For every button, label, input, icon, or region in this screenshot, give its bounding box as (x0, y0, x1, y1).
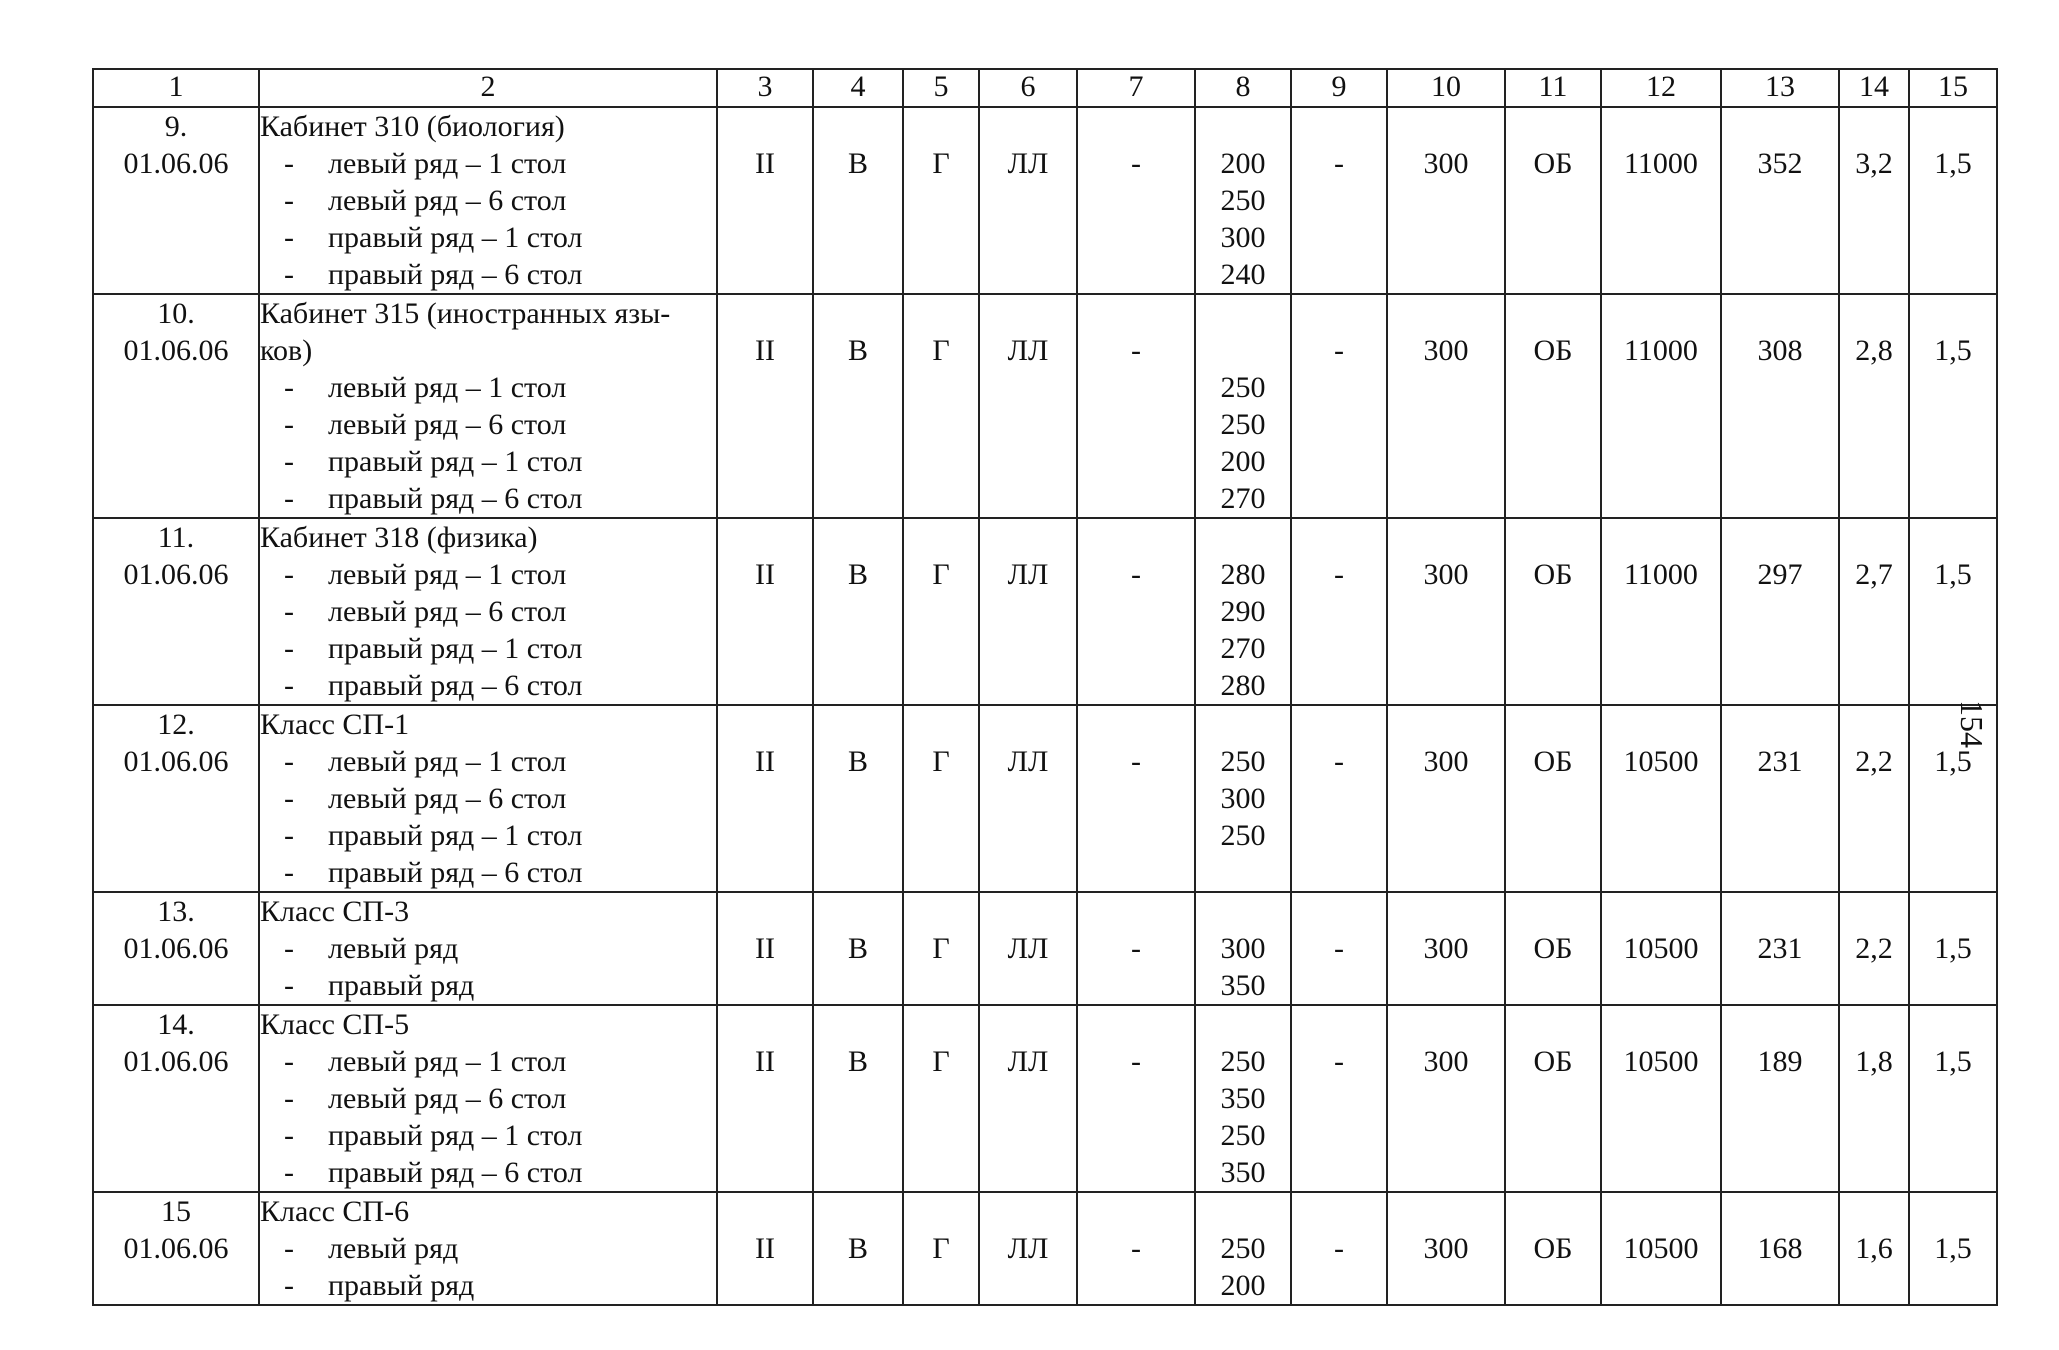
cell-value: II (755, 932, 775, 965)
illuminance-values (1196, 1006, 1290, 1191)
cell-value: 11000 (1624, 558, 1698, 591)
measurement-point: - правый ряд – 1 стол (260, 817, 716, 854)
value-cell-c6 (979, 518, 1077, 705)
illuminance-value: 350 (1220, 969, 1266, 1002)
cell-value: 300 (1423, 932, 1469, 965)
room-title: Класс СП-1 (260, 708, 410, 741)
col-header: 15 (1909, 69, 1997, 107)
value-cell-c3 (717, 705, 813, 892)
header-row (93, 69, 1997, 107)
measurement-point: - левый ряд – 6 стол (260, 1080, 716, 1117)
value-cell-c14 (1839, 1005, 1909, 1192)
value-cell-c14 (1839, 294, 1909, 518)
room-title: Класс СП-5 (260, 1008, 410, 1041)
value-cell-c3 (717, 294, 813, 518)
measurement-point: - правый ряд – 1 стол (260, 630, 716, 667)
cell-value: 300 (1423, 334, 1469, 367)
value-cell-c8 (1195, 1005, 1291, 1192)
measurement-point: - правый ряд – 1 стол (260, 443, 716, 480)
measurement-point: - правый ряд – 1 стол (260, 1117, 716, 1154)
cell-value: 10500 (1623, 1232, 1699, 1265)
value-cell-c5 (903, 518, 979, 705)
cell-value: - (1334, 932, 1344, 965)
cell-value: 168 (1757, 1232, 1803, 1265)
value-cell-c13 (1721, 705, 1839, 892)
illuminance-value: 250 (1220, 745, 1266, 778)
value-cell-c15 (1909, 294, 1997, 518)
value-cell-c3 (717, 1005, 813, 1192)
value-cell-c12 (1601, 1005, 1721, 1192)
value-cell-c4 (813, 705, 903, 892)
cell-value: - (1131, 745, 1141, 778)
value-cell-c15 (1909, 1005, 1997, 1192)
cell-value: В (847, 932, 868, 965)
room-description-cell (259, 1192, 717, 1305)
cell-value: ЛЛ (1007, 1045, 1049, 1078)
value-cell-c14 (1839, 892, 1909, 1005)
col-header: 9 (1291, 69, 1387, 107)
col-header: 6 (979, 69, 1077, 107)
measurement-point: - левый ряд – 1 стол (260, 1043, 716, 1080)
room-title-continued: ков) (260, 334, 313, 367)
value-cell-c9 (1291, 892, 1387, 1005)
value-cell-c5 (903, 294, 979, 518)
value-cell-c3 (717, 892, 813, 1005)
value-cell-c4 (813, 1005, 903, 1192)
cell-value: II (755, 147, 775, 180)
cell-value: 2,7 (1855, 558, 1893, 591)
col-header: 4 (813, 69, 903, 107)
room-title: Класс СП-3 (260, 895, 410, 928)
cell-value: 11000 (1624, 147, 1698, 180)
value-cell-c13 (1721, 294, 1839, 518)
cell-value: 1,5 (1934, 932, 1972, 965)
value-cell-c3 (717, 107, 813, 294)
illuminance-value: 350 (1220, 1082, 1266, 1115)
row-date: 01.06.06 (123, 1232, 229, 1265)
value-cell-c11 (1505, 518, 1601, 705)
value-cell-c14 (1839, 1192, 1909, 1305)
value-cell-c7 (1077, 892, 1195, 1005)
table-row (93, 1005, 1997, 1192)
row-number-cell (93, 107, 259, 294)
value-cell-c7 (1077, 294, 1195, 518)
cell-value: 1,5 (1934, 1232, 1972, 1265)
value-cell-c4 (813, 107, 903, 294)
cell-value: 308 (1757, 334, 1803, 367)
measurement-point: - левый ряд – 6 стол (260, 593, 716, 630)
cell-value: 1,5 (1934, 745, 1972, 778)
value-cell-c7 (1077, 705, 1195, 892)
cell-value: В (847, 558, 868, 591)
measurement-point: - правый ряд (260, 967, 716, 1004)
row-date: 01.06.06 (123, 1045, 229, 1078)
value-cell-c10 (1387, 518, 1505, 705)
cell-value: Г (932, 334, 950, 367)
cell-value: - (1131, 1232, 1141, 1265)
row-date: 01.06.06 (123, 932, 229, 965)
value-cell-c11 (1505, 294, 1601, 518)
cell-value: ОБ (1533, 1232, 1573, 1265)
cell-value: Г (932, 558, 950, 591)
illuminance-value: 270 (1220, 632, 1266, 665)
cell-value: 1,5 (1934, 147, 1972, 180)
cell-value: ЛЛ (1007, 745, 1049, 778)
value-cell-c9 (1291, 1192, 1387, 1305)
cell-value: II (755, 1232, 775, 1265)
value-cell-c4 (813, 518, 903, 705)
value-cell-c15 (1909, 518, 1997, 705)
illuminance-value: 200 (1220, 445, 1266, 478)
cell-value: 1,5 (1934, 1045, 1972, 1078)
cell-value: Г (932, 932, 950, 965)
cell-value: Г (932, 147, 950, 180)
illuminance-values (1196, 295, 1290, 517)
illuminance-value: 300 (1220, 932, 1266, 965)
cell-value: 2,8 (1855, 334, 1893, 367)
measurement-table (92, 68, 1998, 1306)
row-number: 15 (161, 1195, 191, 1228)
value-cell-c8 (1195, 107, 1291, 294)
value-cell-c5 (903, 107, 979, 294)
value-cell-c8 (1195, 294, 1291, 518)
row-number-cell (93, 892, 259, 1005)
table-row (93, 1192, 1997, 1305)
measurement-point: - правый ряд – 6 стол (260, 480, 716, 517)
illuminance-value: 250 (1220, 371, 1266, 404)
cell-value: ЛЛ (1007, 147, 1049, 180)
value-cell-c5 (903, 705, 979, 892)
cell-value: ОБ (1533, 334, 1573, 367)
illuminance-value: 300 (1220, 782, 1266, 815)
value-cell-c8 (1195, 705, 1291, 892)
illuminance-value: 240 (1220, 258, 1266, 291)
value-cell-c10 (1387, 1005, 1505, 1192)
value-cell-c9 (1291, 705, 1387, 892)
illuminance-value: 250 (1220, 184, 1266, 217)
value-cell-c13 (1721, 1005, 1839, 1192)
table-row (93, 294, 1997, 518)
measurement-point: - правый ряд – 6 стол (260, 667, 716, 704)
table-row (93, 518, 1997, 705)
cell-value: - (1334, 558, 1344, 591)
cell-value: В (847, 1045, 868, 1078)
value-cell-c7 (1077, 107, 1195, 294)
illuminance-value: 270 (1220, 482, 1266, 515)
value-cell-c5 (903, 1005, 979, 1192)
row-number-cell (93, 1005, 259, 1192)
cell-value: Г (932, 745, 950, 778)
value-cell-c14 (1839, 518, 1909, 705)
value-cell-c6 (979, 1192, 1077, 1305)
illuminance-value: 250 (1220, 1119, 1266, 1152)
cell-value: ОБ (1533, 745, 1573, 778)
cell-value: 300 (1423, 558, 1469, 591)
value-cell-c10 (1387, 107, 1505, 294)
illuminance-values (1196, 706, 1290, 854)
cell-value: - (1131, 334, 1141, 367)
value-cell-c11 (1505, 1192, 1601, 1305)
value-cell-c12 (1601, 705, 1721, 892)
value-cell-c7 (1077, 1192, 1195, 1305)
room-description-cell (259, 892, 717, 1005)
cell-value: 300 (1423, 1232, 1469, 1265)
cell-value: 189 (1757, 1045, 1803, 1078)
table-row (93, 892, 1997, 1005)
cell-value: ЛЛ (1007, 932, 1049, 965)
cell-value: II (755, 745, 775, 778)
room-description-cell (259, 1005, 717, 1192)
value-cell-c9 (1291, 294, 1387, 518)
illuminance-value: 350 (1220, 1156, 1266, 1189)
cell-value: 2,2 (1855, 745, 1893, 778)
col-header: 5 (903, 69, 979, 107)
cell-value: ОБ (1533, 558, 1573, 591)
value-cell-c9 (1291, 518, 1387, 705)
row-number-cell (93, 1192, 259, 1305)
cell-value: 2,2 (1855, 932, 1893, 965)
illuminance-values (1196, 519, 1290, 704)
room-title: Класс СП-6 (260, 1195, 410, 1228)
col-header: 8 (1195, 69, 1291, 107)
illuminance-value: 200 (1220, 1269, 1266, 1302)
table-row (93, 107, 1997, 294)
value-cell-c15 (1909, 1192, 1997, 1305)
room-description-cell (259, 107, 717, 294)
value-cell-c6 (979, 107, 1077, 294)
cell-value: II (755, 334, 775, 367)
cell-value: 3,2 (1855, 147, 1893, 180)
cell-value: - (1131, 147, 1141, 180)
cell-value: ОБ (1533, 1045, 1573, 1078)
cell-value: 297 (1757, 558, 1803, 591)
illuminance-values (1196, 1193, 1290, 1304)
illuminance-value: 290 (1220, 595, 1266, 628)
cell-value: - (1131, 1045, 1141, 1078)
cell-value: 300 (1423, 147, 1469, 180)
value-cell-c9 (1291, 1005, 1387, 1192)
cell-value: 231 (1757, 745, 1803, 778)
value-cell-c7 (1077, 1005, 1195, 1192)
value-cell-c5 (903, 892, 979, 1005)
row-number: 13. (157, 895, 195, 928)
cell-value: 1,5 (1934, 558, 1972, 591)
cell-value: - (1334, 334, 1344, 367)
illuminance-values (1196, 893, 1290, 1004)
col-header: 2 (259, 69, 717, 107)
room-title: Кабинет 315 (иностранных язы- (260, 297, 671, 330)
col-header: 11 (1505, 69, 1601, 107)
col-header: 1 (93, 69, 259, 107)
value-cell-c12 (1601, 518, 1721, 705)
row-number: 14. (157, 1008, 195, 1041)
value-cell-c13 (1721, 518, 1839, 705)
value-cell-c12 (1601, 107, 1721, 294)
value-cell-c4 (813, 294, 903, 518)
room-title: Кабинет 318 (физика) (260, 521, 538, 554)
illuminance-value: 200 (1220, 147, 1266, 180)
cell-value: 1,5 (1934, 334, 1972, 367)
value-cell-c11 (1505, 107, 1601, 294)
cell-value: ОБ (1533, 932, 1573, 965)
row-number-cell (93, 705, 259, 892)
measurement-point: - левый ряд – 6 стол (260, 406, 716, 443)
value-cell-c8 (1195, 1192, 1291, 1305)
value-cell-c3 (717, 1192, 813, 1305)
measurement-point: - правый ряд (260, 1267, 716, 1304)
value-cell-c10 (1387, 892, 1505, 1005)
cell-value: 10500 (1623, 745, 1699, 778)
value-cell-c13 (1721, 892, 1839, 1005)
cell-value: II (755, 558, 775, 591)
illuminance-value: 250 (1220, 408, 1266, 441)
table-row (93, 705, 1997, 892)
cell-value: В (847, 1232, 868, 1265)
cell-value: 231 (1757, 932, 1803, 965)
row-number: 10. (157, 297, 195, 330)
value-cell-c12 (1601, 1192, 1721, 1305)
col-header: 12 (1601, 69, 1721, 107)
value-cell-c6 (979, 1005, 1077, 1192)
measurement-point: - правый ряд – 6 стол (260, 1154, 716, 1191)
cell-value: - (1131, 932, 1141, 965)
row-number: 9. (164, 110, 188, 143)
col-header: 13 (1721, 69, 1839, 107)
cell-value: В (847, 745, 868, 778)
measurement-point: - левый ряд – 1 стол (260, 743, 716, 780)
value-cell-c10 (1387, 1192, 1505, 1305)
illuminance-value: 250 (1220, 819, 1266, 852)
row-date: 01.06.06 (123, 558, 229, 591)
value-cell-c10 (1387, 705, 1505, 892)
cell-value: ЛЛ (1007, 558, 1049, 591)
value-cell-c6 (979, 892, 1077, 1005)
row-date: 01.06.06 (123, 334, 229, 367)
row-date: 01.06.06 (123, 745, 229, 778)
measurement-point: - левый ряд – 1 стол (260, 369, 716, 406)
cell-value: - (1334, 745, 1344, 778)
value-cell-c15 (1909, 892, 1997, 1005)
cell-value: 1,6 (1855, 1232, 1893, 1265)
cell-value: 300 (1423, 745, 1469, 778)
value-cell-c15 (1909, 107, 1997, 294)
value-cell-c12 (1601, 892, 1721, 1005)
cell-value: 10500 (1623, 1045, 1699, 1078)
row-number-cell (93, 518, 259, 705)
col-header: 14 (1839, 69, 1909, 107)
value-cell-c7 (1077, 518, 1195, 705)
page-number: 154 (1954, 700, 1990, 748)
row-number-cell (93, 294, 259, 518)
value-cell-c3 (717, 518, 813, 705)
cell-value: Г (932, 1045, 950, 1078)
value-cell-c6 (979, 705, 1077, 892)
value-cell-c8 (1195, 518, 1291, 705)
room-description-cell (259, 518, 717, 705)
value-cell-c13 (1721, 1192, 1839, 1305)
cell-value: Г (932, 1232, 950, 1265)
cell-value: 11000 (1624, 334, 1698, 367)
value-cell-c10 (1387, 294, 1505, 518)
value-cell-c5 (903, 1192, 979, 1305)
col-header: 10 (1387, 69, 1505, 107)
value-cell-c12 (1601, 294, 1721, 518)
cell-value: 1,8 (1855, 1045, 1893, 1078)
measurement-point: - левый ряд – 6 стол (260, 780, 716, 817)
value-cell-c11 (1505, 892, 1601, 1005)
cell-value: ЛЛ (1007, 334, 1049, 367)
illuminance-value: 280 (1220, 558, 1266, 591)
measurement-point: - левый ряд – 6 стол (260, 182, 716, 219)
cell-value: ОБ (1533, 147, 1573, 180)
measurement-point: - правый ряд – 6 стол (260, 256, 716, 293)
illuminance-value: 280 (1220, 669, 1266, 702)
row-number: 11. (157, 521, 195, 554)
cell-value: - (1334, 147, 1344, 180)
illuminance-values (1196, 108, 1290, 293)
value-cell-c8 (1195, 892, 1291, 1005)
cell-value: - (1131, 558, 1141, 591)
cell-value: - (1334, 1232, 1344, 1265)
col-header: 7 (1077, 69, 1195, 107)
cell-value: 10500 (1623, 932, 1699, 965)
value-cell-c11 (1505, 1005, 1601, 1192)
measurement-point: - левый ряд (260, 930, 716, 967)
cell-value: II (755, 1045, 775, 1078)
measurement-point: - правый ряд – 6 стол (260, 854, 716, 891)
measurement-point: - левый ряд – 1 стол (260, 556, 716, 593)
cell-value: В (847, 147, 868, 180)
value-cell-c6 (979, 294, 1077, 518)
col-header: 3 (717, 69, 813, 107)
row-number: 12. (157, 708, 195, 741)
measurement-point: - левый ряд – 1 стол (260, 145, 716, 182)
value-cell-c11 (1505, 705, 1601, 892)
measurement-point: - левый ряд (260, 1230, 716, 1267)
illuminance-value: 300 (1220, 221, 1266, 254)
room-title: Кабинет 310 (биология) (260, 110, 565, 143)
cell-value: 300 (1423, 1045, 1469, 1078)
illuminance-value: 250 (1220, 1232, 1266, 1265)
value-cell-c4 (813, 892, 903, 1005)
room-description-cell (259, 705, 717, 892)
cell-value: 352 (1757, 147, 1803, 180)
value-cell-c4 (813, 1192, 903, 1305)
measurement-point: - правый ряд – 1 стол (260, 219, 716, 256)
row-date: 01.06.06 (123, 147, 229, 180)
illuminance-value: 250 (1220, 1045, 1266, 1078)
room-description-cell (259, 294, 717, 518)
cell-value: - (1334, 1045, 1344, 1078)
cell-value: В (847, 334, 868, 367)
value-cell-c13 (1721, 107, 1839, 294)
value-cell-c14 (1839, 107, 1909, 294)
value-cell-c14 (1839, 705, 1909, 892)
value-cell-c9 (1291, 107, 1387, 294)
cell-value: ЛЛ (1007, 1232, 1049, 1265)
